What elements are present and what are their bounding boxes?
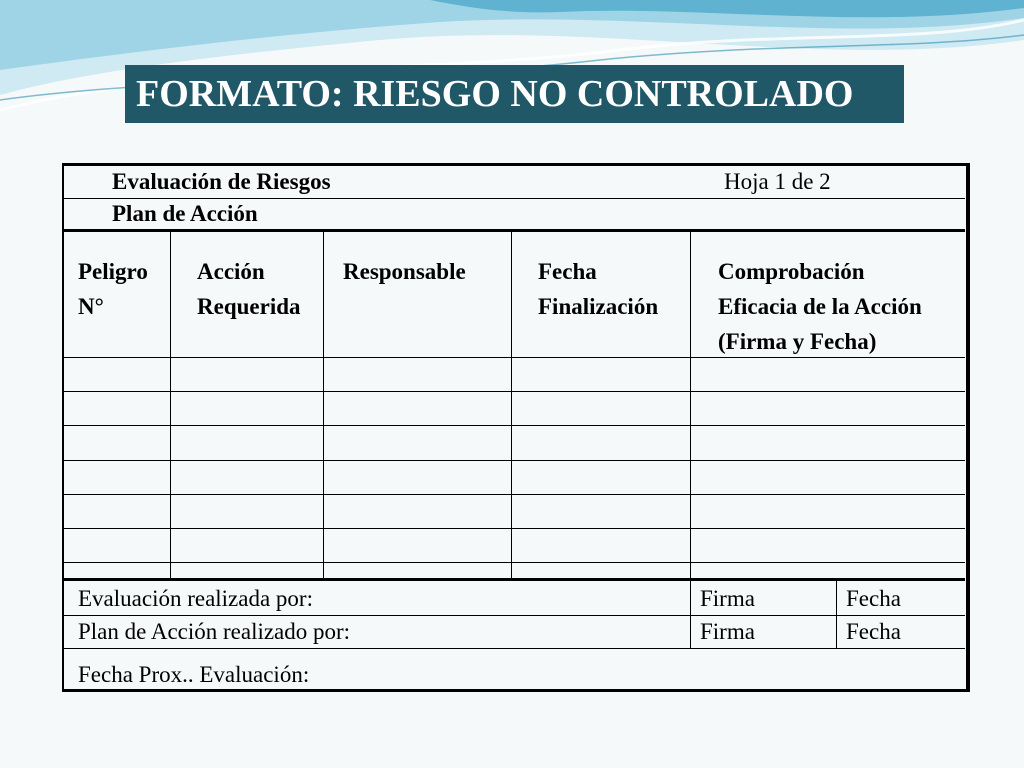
column-divider xyxy=(511,231,512,579)
evaluacion-realizada-label: Evaluación realizada por: xyxy=(78,586,313,611)
column-header-line: Comprobación xyxy=(718,259,865,284)
footer-row-rule xyxy=(62,648,965,649)
table-row-rule xyxy=(62,562,965,563)
column-header-peligro xyxy=(78,258,148,319)
column-header-line: Peligro xyxy=(78,259,148,284)
column-header-accion xyxy=(197,258,301,319)
table-row-rule xyxy=(62,528,965,529)
table-row-rule xyxy=(62,391,965,392)
column-header-line: N° xyxy=(78,294,104,319)
firma-label: Firma xyxy=(700,586,755,611)
table-row-rule xyxy=(62,425,965,426)
column-header-line: Acción xyxy=(197,259,265,284)
table-row-rule xyxy=(62,357,965,358)
evaluacion-heading: Evaluación de Riesgos xyxy=(112,169,331,194)
footer-divider xyxy=(690,581,691,648)
page-title: FORMATO: RIESGO NO CONTROLADO xyxy=(125,65,904,123)
fecha-label: Fecha xyxy=(846,619,901,644)
plan-heading: Plan de Acción xyxy=(112,201,258,226)
table-row-rule xyxy=(62,494,965,495)
fecha-label: Fecha xyxy=(846,586,901,611)
column-header-line: Eficacia de la Acción xyxy=(718,294,922,319)
column-divider xyxy=(323,231,324,579)
fecha-prox-evaluacion-label: Fecha Prox.. Evaluación: xyxy=(78,662,310,687)
header-bottom-rule xyxy=(62,229,965,232)
column-header-line: Responsable xyxy=(343,259,466,284)
column-divider xyxy=(170,231,171,579)
plan-realizado-label: Plan de Acción realizado por: xyxy=(78,619,351,644)
firma-label: Firma xyxy=(700,619,755,644)
table-row-rule xyxy=(62,460,965,461)
footer-divider xyxy=(836,581,837,648)
footer-top-rule xyxy=(62,578,965,581)
column-header-line: Requerida xyxy=(197,294,301,319)
column-header-comprobacion xyxy=(718,258,922,354)
footer-row-rule xyxy=(62,615,965,616)
column-divider xyxy=(690,231,691,579)
header-divider xyxy=(62,198,965,199)
column-header-line: Fecha xyxy=(538,259,597,284)
column-header-line: Finalización xyxy=(538,294,659,319)
column-header-line: (Firma y Fecha) xyxy=(718,329,877,354)
sheet-number: Hoja 1 de 2 xyxy=(724,169,831,194)
column-header-responsable xyxy=(343,258,466,286)
column-header-fecha xyxy=(538,258,659,319)
